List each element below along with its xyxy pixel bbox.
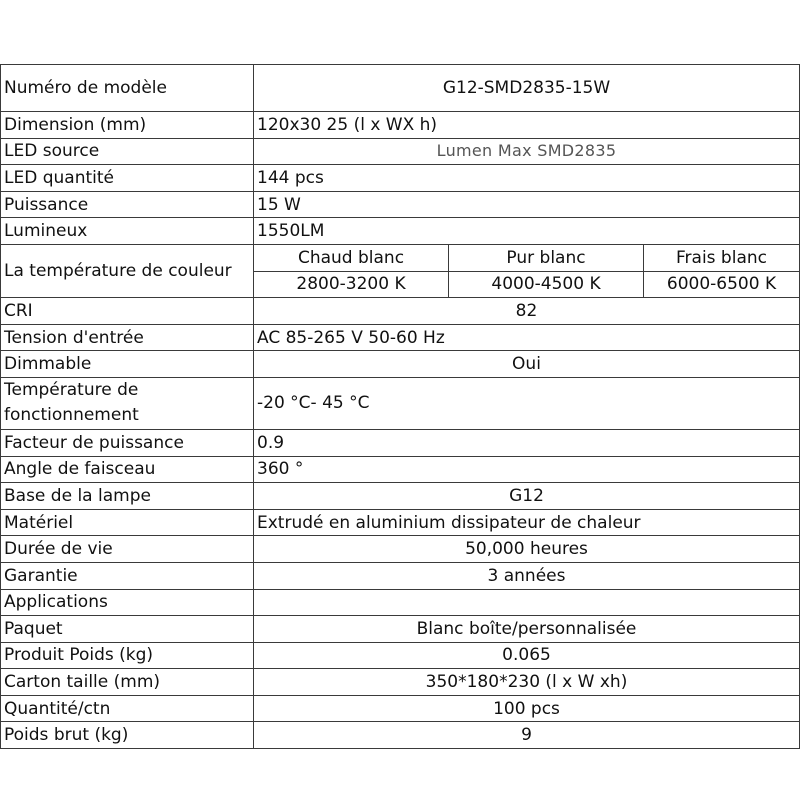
row-led-source: [1, 138, 800, 165]
value-carton-size: 350*180*230 (l x W xh): [254, 669, 800, 696]
row-package: [1, 616, 800, 643]
row-led-quantity: [1, 165, 800, 192]
row-lifespan: [1, 536, 800, 563]
value-applications: [254, 589, 800, 616]
value-dimension: 120x30 25 (l x WX h): [254, 112, 800, 139]
label-gross-weight: Poids brut (kg): [1, 722, 254, 749]
color-temp-name-cool: Frais blanc: [644, 244, 800, 271]
label-led-source: LED source: [1, 138, 254, 165]
label-material: Matériel: [1, 509, 254, 536]
label-lifespan: Durée de vie: [1, 536, 254, 563]
label-qty-per-carton: Quantité/ctn: [1, 695, 254, 722]
value-gross-weight: 9: [254, 722, 800, 749]
color-temp-name-warm: Chaud blanc: [254, 244, 449, 271]
row-model: [1, 65, 800, 112]
label-operating-temp: Température de fonctionnement: [1, 377, 254, 429]
row-warranty: [1, 562, 800, 589]
row-color-temp-names: [1, 244, 800, 271]
label-carton-size: Carton taille (mm): [1, 669, 254, 696]
row-lamp-base: [1, 483, 800, 510]
row-input-voltage: [1, 324, 800, 351]
label-package: Paquet: [1, 616, 254, 643]
row-carton-size: [1, 669, 800, 696]
row-product-weight: [1, 642, 800, 669]
row-beam-angle: [1, 456, 800, 483]
label-input-voltage: Tension d'entrée: [1, 324, 254, 351]
value-luminous: 1550LM: [254, 218, 800, 245]
value-model: G12-SMD2835-15W: [254, 65, 800, 112]
row-applications: [1, 589, 800, 616]
value-operating-temp: -20 °C- 45 °C: [254, 377, 800, 429]
value-led-source: Lumen Max SMD2835: [254, 138, 800, 165]
value-lamp-base: G12: [254, 483, 800, 510]
color-temp-range-pure: 4000-4500 K: [449, 271, 644, 298]
label-warranty: Garantie: [1, 562, 254, 589]
value-qty-per-carton: 100 pcs: [254, 695, 800, 722]
row-dimmable: [1, 351, 800, 378]
label-model: Numéro de modèle: [1, 65, 254, 112]
label-led-quantity: LED quantité: [1, 165, 254, 192]
label-applications: Applications: [1, 589, 254, 616]
label-power-factor: Facteur de puissance: [1, 429, 254, 456]
value-dimmable: Oui: [254, 351, 800, 378]
row-gross-weight: [1, 722, 800, 749]
label-lamp-base: Base de la lampe: [1, 483, 254, 510]
value-beam-angle: 360 °: [254, 456, 800, 483]
color-temp-range-warm: 2800-3200 K: [254, 271, 449, 298]
label-cri: CRI: [1, 298, 254, 325]
row-power: [1, 191, 800, 218]
color-temp-name-pure: Pur blanc: [449, 244, 644, 271]
color-temp-range-cool: 6000-6500 K: [644, 271, 800, 298]
value-material: Extrudé en aluminium dissipateur de chaleur: [254, 509, 800, 536]
label-luminous: Lumineux: [1, 218, 254, 245]
row-luminous: [1, 218, 800, 245]
label-product-weight: Produit Poids (kg): [1, 642, 254, 669]
value-product-weight: 0.065: [254, 642, 800, 669]
value-power-factor: 0.9: [254, 429, 800, 456]
spec-table: [0, 64, 800, 749]
label-beam-angle: Angle de faisceau: [1, 456, 254, 483]
value-lifespan: 50,000 heures: [254, 536, 800, 563]
value-input-voltage: AC 85-265 V 50-60 Hz: [254, 324, 800, 351]
row-dimension: [1, 112, 800, 139]
row-qty-per-carton: [1, 695, 800, 722]
label-color-temp: La température de couleur: [1, 244, 254, 297]
value-package: Blanc boîte/personnalisée: [254, 616, 800, 643]
value-power: 15 W: [254, 191, 800, 218]
row-power-factor: [1, 429, 800, 456]
value-warranty: 3 années: [254, 562, 800, 589]
row-operating-temp: [1, 377, 800, 429]
label-dimension: Dimension (mm): [1, 112, 254, 139]
value-cri: 82: [254, 298, 800, 325]
row-cri: [1, 298, 800, 325]
label-power: Puissance: [1, 191, 254, 218]
label-dimmable: Dimmable: [1, 351, 254, 378]
row-material: [1, 509, 800, 536]
value-led-quantity: 144 pcs: [254, 165, 800, 192]
